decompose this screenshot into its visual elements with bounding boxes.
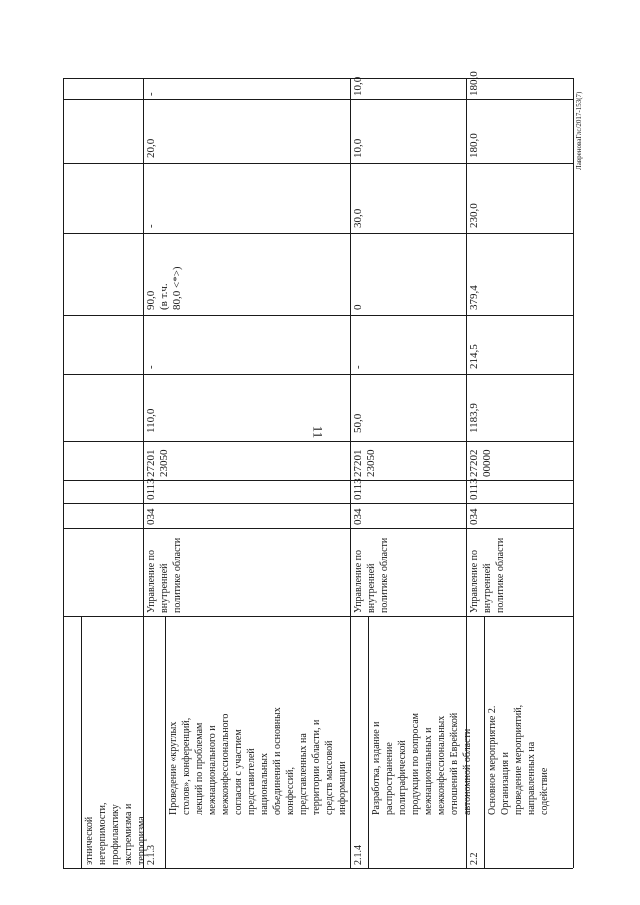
row-1-grbs: 034 <box>145 508 157 525</box>
row-2-2019: 10,0 <box>352 138 364 158</box>
row-3-2017: 379,4 <box>468 285 480 310</box>
row-0-name: этнической нетерпимости, профилактику экстремизма и терроризма <box>84 802 147 865</box>
row-1-2020: - <box>145 92 157 96</box>
row-3-grbs: 034 <box>468 508 480 525</box>
row-2-2016: - <box>352 365 364 369</box>
row-3-executor: Управление по внутренней политике области <box>469 537 506 613</box>
document-code: ЛавреноваГлс/2017-153(7) <box>575 91 583 170</box>
row-1-2019: 20,0 <box>145 138 157 158</box>
row-3-name: Основное мероприятие 2. Организация и проведение мероприятий, направленных на содействие <box>487 704 550 815</box>
row-2-executor: Управление по внутренней политике области <box>353 537 390 613</box>
page-number: 11 <box>310 425 326 439</box>
row-1-executor: Управление по внутренней политике области <box>146 537 183 613</box>
row-1-csr: 27201 23050 <box>145 449 170 477</box>
row-1-id: 2.1.3 <box>146 845 157 865</box>
row-2-2020: 10,0 <box>352 76 364 96</box>
row-2-csr: 27201 23050 <box>352 449 377 477</box>
row-3-2016: 214,5 <box>468 344 480 369</box>
row-2-rzpr: 0113 <box>352 478 364 500</box>
row-3-id: 2.2 <box>469 852 480 865</box>
row-2-id: 2.1.4 <box>353 845 364 865</box>
row-3-2020: 180,0 <box>468 71 480 96</box>
row-3-total: 1183,9 <box>468 403 480 433</box>
row-2-2018: 30,0 <box>352 208 364 228</box>
budget-table <box>63 71 573 868</box>
row-2-2017: 0 <box>352 304 364 310</box>
row-1-2017: 90,0 (в т.ч. 80,0 <*>) <box>145 266 183 310</box>
row-2-grbs: 034 <box>352 508 364 525</box>
row-1-total: 110,0 <box>145 408 157 433</box>
row-3-2019: 180,0 <box>468 133 480 158</box>
row-3-2018: 230,0 <box>468 203 480 228</box>
row-2-name: Разработка, издание и распространение полиграфической продукции по вопросам межнациональных и межконфессиональных отношений в Еврейской автономной области <box>371 712 473 815</box>
row-1-rzpr: 0113 <box>145 478 157 500</box>
row-3-rzpr: 0113 <box>468 478 480 500</box>
row-3-csr: 27202 00000 <box>468 449 493 477</box>
row-1-name: Проведение «круглых столов», конференций, лекций по проблемам межнационального и межконфессионального согласия с участием представителей национальных объединений и основных конфессий, представленных на территории области, и средств массовой информации <box>168 707 348 815</box>
row-2-total: 50,0 <box>352 413 364 433</box>
row-1-2016: - <box>145 365 157 369</box>
row-1-2018: - <box>145 224 157 228</box>
